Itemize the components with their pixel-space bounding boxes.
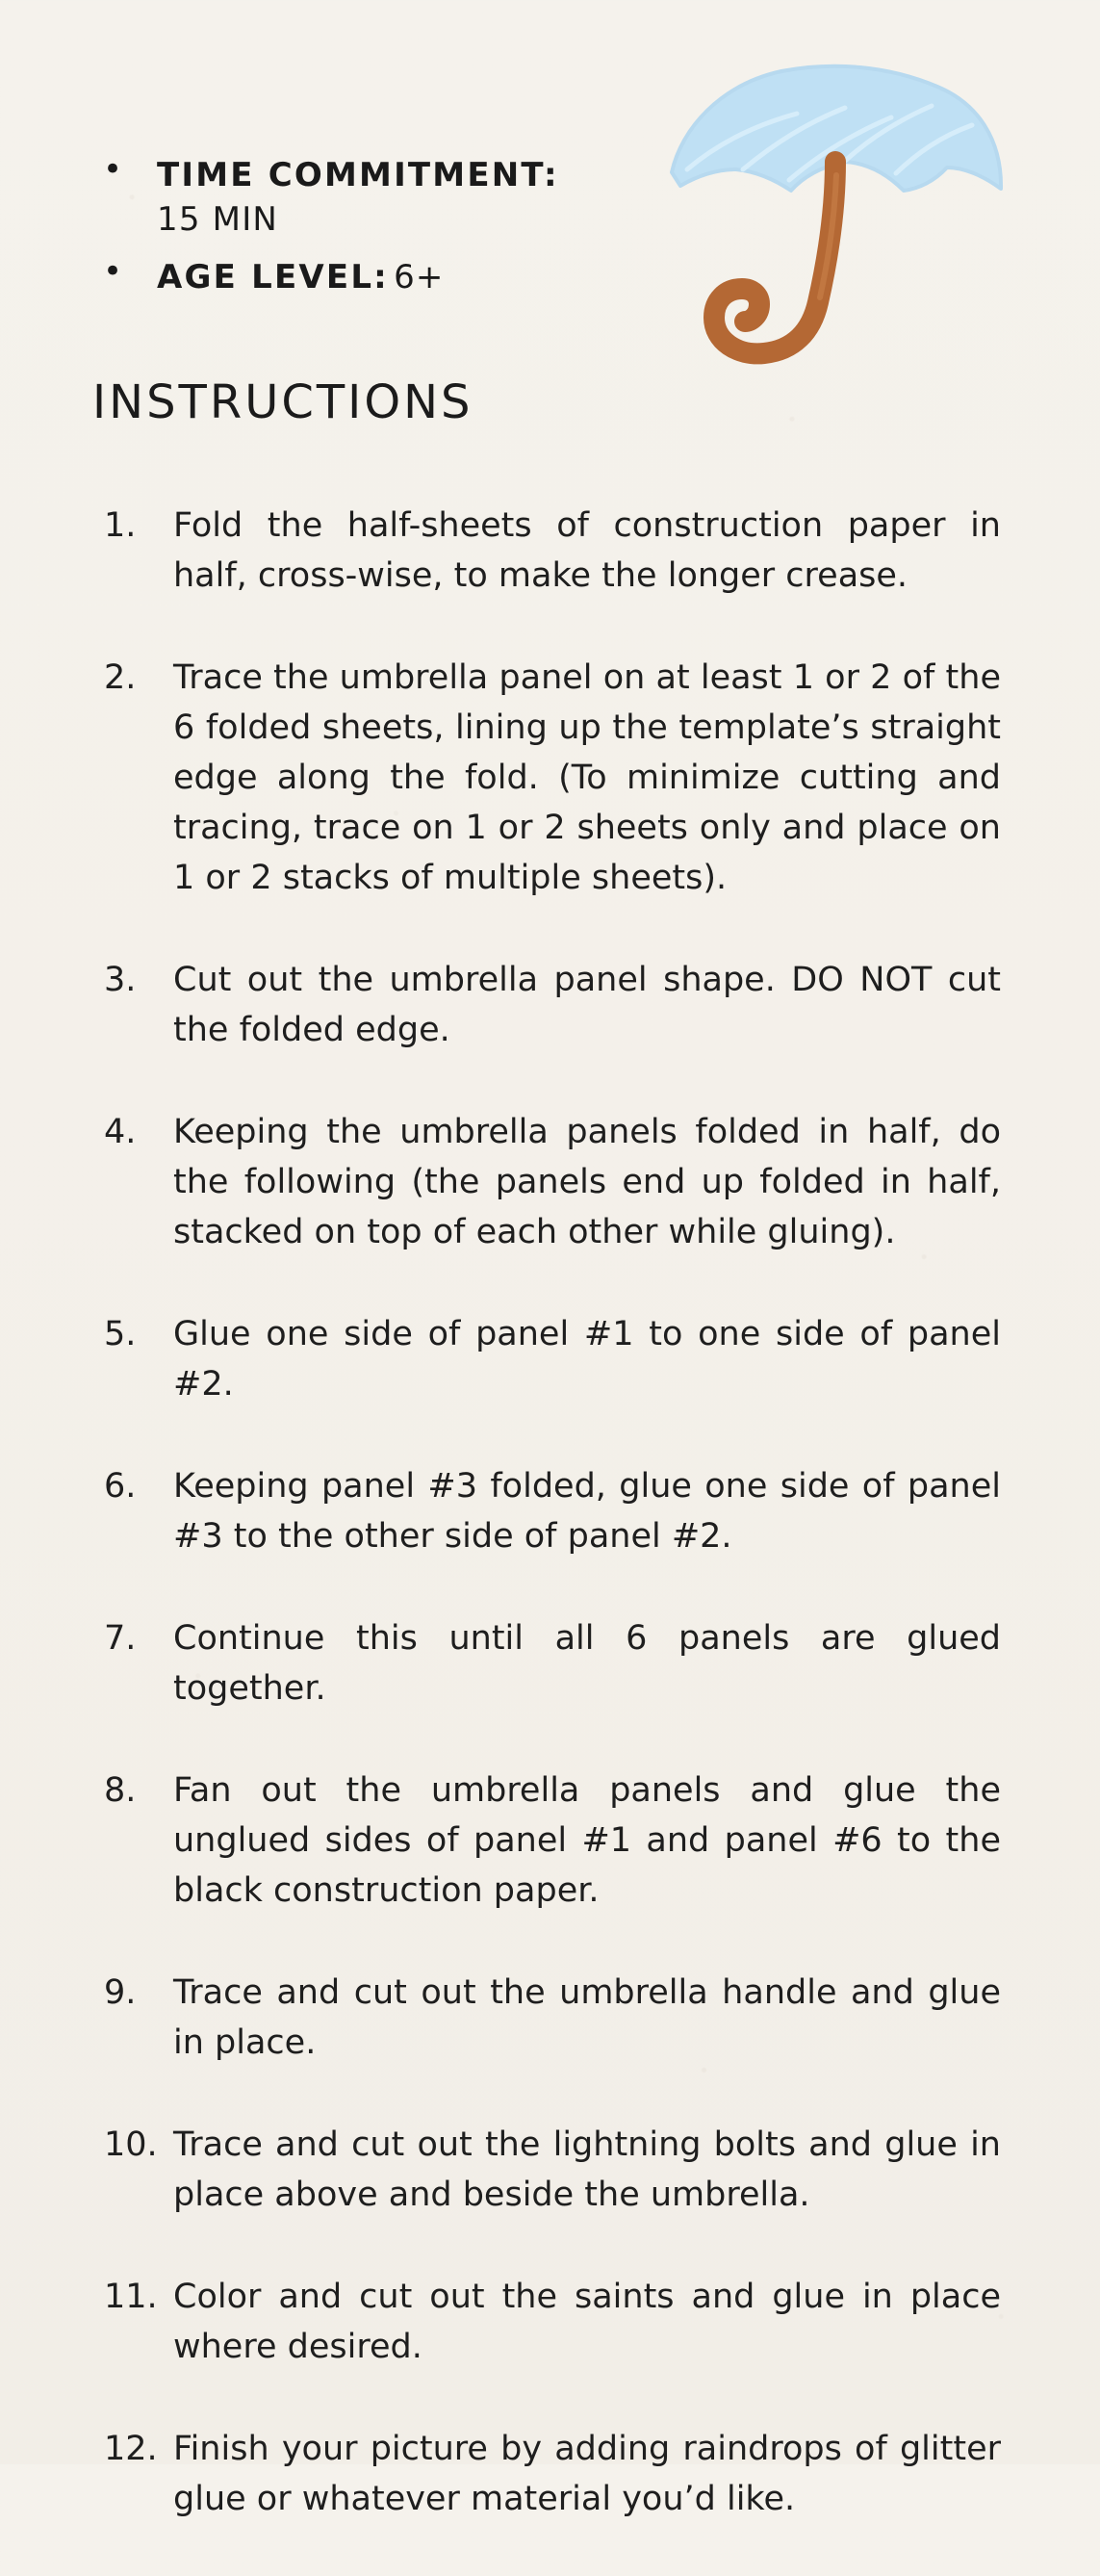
time-commitment-row [101,154,678,243]
step-number-5: 5. [104,1315,137,1353]
step-text-8: Fan out the umbrella panels and glue the unglued sides of panel #1 and panel #6 to the black construction paper. [173,1771,1001,1910]
instructions-list [104,501,1001,2576]
step-7 [104,1613,1001,1713]
step-text-7: Continue this until all 6 panels are glued together. [173,1619,1001,1708]
age-level-value: 6+ [394,257,445,296]
step-2 [104,653,1001,903]
umbrella-icon [664,62,1010,399]
step-text-12: Finish your picture by adding raindrops of glitter glue or whatever material you’d like. [173,2430,1001,2518]
step-6 [104,1461,1001,1561]
step-number-9: 9. [104,1973,137,2012]
step-11 [104,2272,1001,2372]
step-12 [104,2424,1001,2524]
step-10 [104,2120,1001,2220]
step-number-12: 12. [104,2430,158,2468]
step-number-2: 2. [104,658,137,697]
step-1 [104,501,1001,601]
step-text-2: Trace the umbrella panel on at least 1 or 2 of the 6 folded sheets, lining up the template’s straight edge along the fold. (To minimize cutting and tracing, trace on 1 or 2 sheets only and place on 1 or 2 stacks of multiple sheets). [173,658,1001,897]
step-number-3: 3. [104,961,137,999]
step-3 [104,955,1001,1055]
step-text-6: Keeping panel #3 folded, glue one side of panel #3 to the other side of panel #2. [173,1467,1001,1556]
step-number-7: 7. [104,1619,137,1658]
metadata-block [101,154,678,314]
step-9 [104,1968,1001,2068]
step-text-1: Fold the half-sheets of construction paper in half, cross-wise, to make the longer crease. [173,506,1001,595]
step-8 [104,1765,1001,1916]
step-number-11: 11. [104,2278,158,2316]
time-commitment-value: 15 MIN [157,199,279,239]
instructions-title: INSTRUCTIONS [92,375,473,429]
step-number-10: 10. [104,2125,158,2164]
step-text-3: Cut out the umbrella panel shape. DO NOT cut the folded edge. [173,961,1001,1049]
step-number-1: 1. [104,506,137,545]
age-level-row [101,256,678,300]
step-text-10: Trace and cut out the lightning bolts and glue in place above and beside the umbrella. [173,2125,1001,2214]
step-number-4: 4. [104,1113,137,1151]
step-text-5: Glue one side of panel #1 to one side of panel #2. [173,1315,1001,1404]
step-4 [104,1107,1001,1257]
age-level-label: AGE LEVEL: [157,257,389,296]
step-text-4: Keeping the umbrella panels folded in half, do the following (the panels end up folded in half, stacked on top of each other while gluing). [173,1113,1001,1251]
step-text-9: Trace and cut out the umbrella handle and glue in place. [173,1973,1001,2062]
step-text-11: Color and cut out the saints and glue in place where desired. [173,2278,1001,2366]
time-commitment-label: TIME COMMITMENT: [157,156,559,194]
step-number-8: 8. [104,1771,137,1810]
step-number-6: 6. [104,1467,137,1506]
step-5 [104,1309,1001,1409]
